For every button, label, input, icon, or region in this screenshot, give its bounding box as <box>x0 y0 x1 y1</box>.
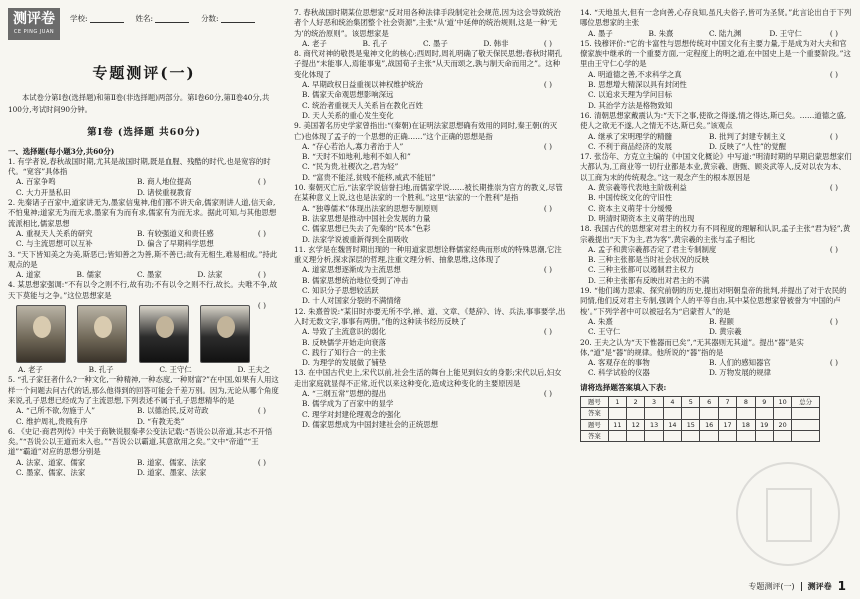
portrait-caption: D. 王夫之 <box>237 365 270 375</box>
question-number-cell: 6 <box>700 396 718 407</box>
answer-cell[interactable] <box>645 408 663 419</box>
answer-cell[interactable] <box>663 430 681 441</box>
answer-cell[interactable] <box>773 430 791 441</box>
question-stem: 12. 朱熹曾说:“某旧时亦要无所不学,禅、道、文章、《楚辞》、诗、兵法,事事要学,出入时无数文字,事事有两册。”他的这种读书经历反映了 <box>294 306 566 326</box>
answer-option[interactable]: B. 朱熹 <box>648 28 674 38</box>
page-footer <box>748 579 846 593</box>
page-number: 1 <box>837 579 846 593</box>
question-stem: 3. “天下皆知美之为美,斯恶已;皆知善之为善,斯不善已;故有无相生,难易相成。”持此观点的是 <box>8 249 278 269</box>
answer-option[interactable]: D. 法家学说被重新得到全面吸收 <box>302 234 409 244</box>
option-list <box>294 265 566 306</box>
question-list <box>8 156 280 311</box>
answer-option[interactable]: B. 反映儒学开始走向衰落 <box>302 337 387 347</box>
question-item <box>8 427 280 478</box>
answer-option[interactable]: A. 老子 <box>302 38 327 48</box>
answer-option[interactable]: B. 人们的感知器官 <box>708 358 771 368</box>
question-number-cell: 2 <box>627 396 645 407</box>
question-item <box>580 8 852 39</box>
answer-option[interactable]: C. 墨家 <box>136 270 162 280</box>
question-stem: 17. 张岱年、方克立主编的《中国文化概论》中写道:“明清时期的早期启蒙思想家们大都认为,工商业等一切行业都是本业,黄宗羲、唐甄、顾炎武等人,反对以农为本、以工商为末的传统观念。”这一观念产生的根本原因是 <box>580 152 852 182</box>
row-label: 答案 <box>581 408 609 419</box>
answer-option[interactable]: C. 践行了知行合一的主张 <box>302 347 386 357</box>
question-stem: 14. “天地虽大,但有一念向善,心存良知,虽凡夫俗子,皆可为圣贤。”此言论出自于下列哪位思想家的主张 <box>580 8 852 28</box>
answer-paren[interactable]: ( ) <box>543 38 552 48</box>
question-number-cell: 10 <box>773 396 791 407</box>
answer-option[interactable]: C. 不利于商品经济的发展 <box>588 141 672 151</box>
question-number-cell: 14 <box>663 419 681 430</box>
answer-option[interactable]: D. 诸侯重视教育 <box>136 187 192 197</box>
answer-option[interactable]: A. “三纲五常”思想的提出 <box>302 388 387 398</box>
answer-option[interactable]: C. 维护周礼,贵贱有序 <box>16 416 88 426</box>
score-field[interactable] <box>201 14 255 24</box>
section-heading: 第Ⅰ卷 (选择题 共60分) <box>87 127 201 139</box>
answer-paren[interactable]: ( ) <box>257 301 266 311</box>
answer-cell[interactable] <box>700 430 718 441</box>
question-number-cell: 11 <box>608 419 626 430</box>
answer-option[interactable]: B. 中国传统文化的守旧性 <box>588 193 673 203</box>
question-item <box>8 280 280 311</box>
answer-option[interactable]: C. 墨子 <box>422 38 448 48</box>
watermark-stamp <box>736 462 840 566</box>
answer-paren[interactable]: ( ) <box>829 358 838 368</box>
answer-option[interactable]: C. 王守仁 <box>588 327 621 337</box>
row-label: 题号 <box>581 419 609 430</box>
answer-option[interactable]: C. 与主流思想可以互补 <box>16 239 93 249</box>
portrait-wangshouren <box>139 305 189 363</box>
answer-option[interactable]: D. 黄宗羲 <box>708 327 742 337</box>
question-number-cell: 9 <box>755 396 773 407</box>
answer-option[interactable]: D. 反映了“人性”的觉醒 <box>708 141 786 151</box>
answer-option[interactable]: A. 明道德之善,不求科学之真 <box>588 69 682 79</box>
answer-option[interactable]: C. 墨家、儒家、法家 <box>16 468 86 478</box>
answer-paren[interactable]: ( ) <box>829 316 838 326</box>
answer-cell[interactable] <box>627 408 645 419</box>
option-list <box>580 358 830 379</box>
question-item <box>294 49 566 121</box>
option-list <box>580 29 830 39</box>
answer-cell[interactable] <box>792 408 820 419</box>
portrait-wangfuzhi <box>200 305 250 363</box>
answer-option[interactable]: A. 法家、道家、儒家 <box>16 457 86 467</box>
question-number-cell: 5 <box>682 396 700 407</box>
answer-option[interactable]: A. 客观存在的事物 <box>588 358 650 368</box>
answer-option[interactable]: B. 三种主张都是当时社会状况的反映 <box>588 255 709 265</box>
name-blank[interactable] <box>155 15 189 23</box>
answer-option[interactable]: A. 继承了宋明理学的精髓 <box>588 131 672 141</box>
answer-option[interactable]: B. 儒家天命观思想影响深远 <box>302 90 394 100</box>
answer-option[interactable]: A. 道家 <box>16 270 41 280</box>
answer-paren[interactable]: ( ) <box>543 80 552 90</box>
answer-cell[interactable] <box>737 430 755 441</box>
answer-option[interactable]: B. 孔子 <box>362 38 388 48</box>
answer-option[interactable]: D. 偏含了早期科学思想 <box>136 239 214 249</box>
answer-table-heading: 请将选择题答案填入下表: <box>580 382 667 392</box>
score-blank[interactable] <box>221 15 255 23</box>
question-item <box>580 224 852 286</box>
answer-cell[interactable] <box>608 408 626 419</box>
portrait-captions <box>8 363 280 375</box>
answer-paren[interactable]: ( ) <box>257 228 266 238</box>
question-number-cell: 15 <box>682 419 700 430</box>
question-item <box>294 8 566 49</box>
option-list <box>580 317 830 338</box>
question-item <box>294 121 566 183</box>
portrait-laozi <box>16 305 66 363</box>
answer-cell[interactable] <box>737 408 755 419</box>
question-stem: 15. 钱穆评价:“它的卡富性与思想传统对中国文化有主要力量,于是成为对大夫和官僚家族中继承的一个重要方面,一定程度上的明之道,在中国史上是一个重要阶段。”这里由王守仁心学的是 <box>580 38 851 69</box>
school-blank[interactable] <box>90 15 124 23</box>
answer-option[interactable]: A. “己所不欲,勿施于人” <box>16 406 96 416</box>
answer-option[interactable]: B. 有较强道义和责任感 <box>136 228 214 238</box>
answer-option[interactable]: D. 三种主张都有反映出对君主的不满 <box>588 275 710 285</box>
option-list <box>8 229 258 250</box>
answer-paren[interactable]: ( ) <box>829 183 838 193</box>
option-list <box>8 406 258 427</box>
question-number-cell: 17 <box>718 419 736 430</box>
question-item <box>580 286 852 337</box>
brand-sub: CE PING JUAN <box>13 29 55 35</box>
answer-option[interactable]: C. 知识分子思想较活跃 <box>302 286 379 296</box>
total-score-cell[interactable] <box>792 419 820 430</box>
option-list <box>8 270 258 280</box>
option-list <box>8 458 258 479</box>
question-number-cell: 16 <box>700 419 718 430</box>
total-score-cell[interactable] <box>792 430 820 441</box>
answer-paren[interactable]: ( ) <box>829 244 838 254</box>
answer-cell[interactable] <box>627 430 645 441</box>
answer-option[interactable]: B. 法家思想是推动中国社会发展的力量 <box>302 213 431 223</box>
question-stem: 10. 秦朝灭亡后,“法家学说信誉扫地,而儒家学说……被长期推崇为官方的教义,尽管在某种意义上说,这也是法家的一个胜利。”这里“法家的一个胜利”是指 <box>294 183 563 203</box>
answer-option[interactable]: C. “民为贵,社稷次之,君为轻” <box>302 162 399 172</box>
answer-option[interactable]: C. 大力开垦私田 <box>16 187 71 197</box>
answer-option[interactable]: D. “富贵不能淫,贫贱不能移,威武不能屈” <box>302 172 436 182</box>
answer-option[interactable]: B. 儒学成为了百家中的显学 <box>302 399 394 409</box>
answer-option[interactable]: D. 为理学的发展做了铺垫 <box>302 358 387 368</box>
question-list <box>294 8 566 430</box>
question-stem: 19. “他们竭力思索、探究前朝的历史,提出对明朝皇帝的批判,并提出了对于农民的同情,他们反对君主专制,强调个人的平等自由,其中某位思想家曾被誉为‘中国的卢梭’。”下列学者中可以被冠名为“启蒙哲人”的是 <box>580 286 847 316</box>
answer-option[interactable]: D. 万物发展的规律 <box>708 368 772 378</box>
portrait-caption: B. 孔子 <box>88 365 114 375</box>
question-stem: 7. 春秋战国时期某位思想家“反对用各种法律手段制定社会规范,因为这会导致统治者个人好恶和统治集团整个社会资源”,主张“从‘道’中延伸的统治规则,这是一种‘无为’的统治原则”。该思想家是 <box>294 8 561 38</box>
answer-option[interactable]: A. 道家思想逐渐成为主流思想 <box>302 265 401 275</box>
question-list <box>8 375 280 478</box>
portrait-row <box>8 301 258 363</box>
header <box>8 8 280 44</box>
school-label: 学校: <box>70 14 88 23</box>
question-number-cell: 3 <box>645 396 663 407</box>
answer-option[interactable]: C. 陆九渊 <box>708 28 742 38</box>
answer-option[interactable]: A. 百家争鸣 <box>16 177 56 187</box>
answer-cell[interactable] <box>755 408 773 419</box>
answer-option[interactable]: B. 儒家 <box>76 270 102 280</box>
table-row <box>581 419 820 430</box>
option-list <box>294 389 566 430</box>
question-item <box>580 39 852 111</box>
question-stem: 8. 商代对神的敬畏是鬼神文化的核心;西周时,周礼明确了敬天保民思想;春秋时期孔子提出“未能事人,焉能事鬼”,战国荀子主张“从天而颂之,孰与制天命而用之”。这种变化体现了 <box>294 49 563 79</box>
question-stem: 4. 某思想家强调:“不有以令之则不行,故有功;不有以令之则不行,故长。夫唯不争,故天下莫能与之争。”这位思想家是 <box>8 280 278 300</box>
answer-option[interactable]: D. 韩非 <box>483 38 509 48</box>
answer-option[interactable]: C. 三种主张都可以遏制君主权力 <box>588 265 695 275</box>
portrait-kongzi <box>77 305 127 363</box>
option-list <box>294 142 566 183</box>
answer-option[interactable]: B. 思想增大精深以具有封闭性 <box>588 80 687 90</box>
answer-option[interactable]: A. 黄宗羲等代表地主阶级利益 <box>588 183 687 193</box>
answer-option[interactable]: B. 程颐 <box>708 316 734 326</box>
option-list <box>8 177 258 198</box>
answer-cell[interactable] <box>663 408 681 419</box>
answer-cell[interactable] <box>682 430 700 441</box>
question-item <box>294 183 566 245</box>
answer-option[interactable]: B. “天时不如地利,地利不如人和” <box>302 152 411 162</box>
question-number-cell: 18 <box>737 419 755 430</box>
question-number-cell: 1 <box>608 396 626 407</box>
answer-option[interactable]: A. 导致了主流意识的弱化 <box>302 327 386 337</box>
table-row <box>581 430 820 441</box>
question-item <box>8 198 280 249</box>
option-list <box>580 70 852 111</box>
answer-option[interactable]: D. 明清时期资本主义萌芽的出现 <box>588 213 695 223</box>
school-field[interactable] <box>70 14 124 24</box>
question-stem: 6. 《史记·商君列传》中关于商鞅说服秦孝公变法记载:“吾说公以帝道,其志不开悟矣。”“吾说公以王道而未入也。”“吾说公以霸道,其意欲用之矣。”文中“帝道”“王道”“霸道”对应的思想分别是 <box>8 426 273 457</box>
brand-name: 测评卷 <box>13 11 55 27</box>
option-list <box>294 327 566 368</box>
option-list <box>294 204 566 245</box>
answer-table <box>580 396 820 442</box>
answer-option[interactable]: B. 道家、儒家、法家 <box>136 457 207 467</box>
answer-cell[interactable] <box>773 408 791 419</box>
answer-option[interactable]: B. 批判了封建专制主义 <box>708 131 786 141</box>
option-list <box>580 132 830 153</box>
answer-paren[interactable]: ( ) <box>257 270 266 280</box>
question-item <box>8 157 280 198</box>
answer-option[interactable]: A. “独尊儒术”体现出法家的思想专制原则 <box>302 203 438 213</box>
answer-paren[interactable]: ( ) <box>829 131 838 141</box>
answer-option[interactable]: C. 统治者重视天人关系旨在教化百姓 <box>302 100 423 110</box>
question-stem: 2. 先秦诸子百家中,道家讲无为,墨家信鬼神,他们都不讲天命,儒家则讲人道,信天命,不怕鬼神;道家无为而无求,墨家有为而有求,儒家有为而无求。据此可知,与其他思想流派相比,儒家思想 <box>8 198 277 228</box>
answer-option[interactable]: A. 孟子和黄宗羲都否定了君主专制制度 <box>588 244 717 254</box>
answer-option[interactable]: A. 朱熹 <box>588 316 613 326</box>
answer-option[interactable]: D. 儒家思想成为中国封建社会的正统思想 <box>302 419 439 429</box>
question-number-cell: 4 <box>663 396 681 407</box>
option-list <box>580 183 852 224</box>
answer-option[interactable]: C. 理学对封建伦理观念的强化 <box>302 409 401 419</box>
answer-cell[interactable] <box>755 430 773 441</box>
answer-option[interactable]: A. “存心若治人,寡力者治于人” <box>302 141 404 151</box>
table-row <box>581 396 820 407</box>
question-stem: 16. 清朝思想家戴震认为:“天下之事,使欲之得遂,情之得达,斯已矣。……道德之盛,使人之欲无不遂,人之情无不达,斯已矣。”该观点 <box>580 110 847 131</box>
answer-option[interactable]: A. 墨子 <box>588 28 613 38</box>
answer-option[interactable]: D. 道家、墨家、法家 <box>136 468 207 478</box>
portrait-caption: C. 王守仁 <box>159 365 192 375</box>
answer-cell[interactable] <box>645 430 663 441</box>
answer-option[interactable]: D. 王守仁 <box>769 28 802 38</box>
question-type-heading: 一、选择题(每小题3分,共60分) <box>8 146 115 156</box>
question-number-cell: 7 <box>718 396 736 407</box>
question-number-cell: 19 <box>755 419 773 430</box>
question-number-cell: 总分 <box>792 396 820 407</box>
answer-option[interactable]: B. 以德治民,反对苛政 <box>136 406 209 416</box>
question-item <box>8 250 280 281</box>
question-stem: 5. “孔子家狂者什么?一种文化,一种精神,一种态度,一种财富?”在中国,如果有人用这样一个问题去问古代的话,那么他得到的回答可能会千差万别。因为,无论从哪个角度来说,孔子思想已经成为了主流思想,下列表述不属于孔子思想精华的是 <box>8 375 279 405</box>
question-number-cell: 12 <box>627 419 645 430</box>
question-number-cell: 20 <box>773 419 791 430</box>
answer-cell[interactable] <box>608 430 626 441</box>
name-field[interactable] <box>136 14 190 24</box>
answer-cell[interactable] <box>718 430 736 441</box>
question-item <box>580 152 852 224</box>
question-item <box>294 307 566 369</box>
table-row <box>581 408 820 419</box>
answer-cell[interactable] <box>700 408 718 419</box>
option-list <box>580 245 852 286</box>
row-label: 答案 <box>581 430 609 441</box>
question-stem: 13. 在中国古代史上,宋代以前,社会生活的舞台上能见到妇女的身影;宋代以后,妇女走出家庭就显得不正常,近代以来这种变化,造成这种变化的主要原因是 <box>294 368 562 388</box>
answer-option[interactable]: C. 科学试验的仪器 <box>588 368 650 378</box>
answer-paren[interactable]: ( ) <box>829 69 838 79</box>
question-stem: 1. 有学者说,春秋战国时期,尤其是战国时期,既是血腥、残酷的时代,也是宽容的时代。“宽容”具体指 <box>8 156 271 177</box>
question-item <box>580 111 852 152</box>
question-number-cell: 13 <box>645 419 663 430</box>
answer-paren[interactable]: ( ) <box>257 177 266 187</box>
portrait-caption: A. 老子 <box>18 365 43 375</box>
answer-option[interactable]: D. 法家 <box>197 270 223 280</box>
answer-option[interactable]: D. 其治学方法是格物致知 <box>588 100 673 110</box>
exam-title: 专题测评(一) <box>92 64 196 82</box>
student-info <box>70 8 255 24</box>
answer-paren[interactable]: ( ) <box>543 141 552 151</box>
answer-cell[interactable] <box>682 408 700 419</box>
answer-paren[interactable]: ( ) <box>829 28 838 38</box>
name-label: 姓名: <box>135 14 154 23</box>
column-middle <box>294 8 566 430</box>
question-stem: 9. 美国著名历史学家曾指出:“(秦朝)在证明法家思想确有效用的同时,秦王朝(的灭亡)也体现了孟子的一个思想的正确……”这个正确的思想是指 <box>294 121 558 141</box>
exam-intro: 本试卷分第Ⅰ卷(选择题)和第Ⅱ卷(非选择题)两部分。第Ⅰ卷60分,第Ⅱ卷40分,共100分,考试时间90分钟。 <box>8 93 270 115</box>
answer-cell[interactable] <box>718 408 736 419</box>
column-left <box>8 8 280 478</box>
column-right <box>580 8 852 442</box>
answer-option[interactable]: A. 重视天人关系的研究 <box>16 228 93 238</box>
option-list <box>294 80 566 121</box>
answer-option[interactable]: D. 十人对国家分裂的不满情绪 <box>302 296 402 306</box>
question-list <box>580 8 852 379</box>
answer-option[interactable]: C. 资本主义萌芽十分缓慢 <box>588 203 672 213</box>
question-item <box>294 368 566 430</box>
question-stem: 11. 玄学是在魏晋时期出现的一种用道家思想诠释儒家经典而形成的特殊思潮,它注重义理分析,探求深层的哲理,注重文理分析、抽象思维,这体现了 <box>294 244 562 265</box>
answer-option[interactable]: D. “有教无类” <box>136 416 185 426</box>
question-item <box>8 375 280 426</box>
footer-section: 专题测评(一) <box>748 581 795 591</box>
answer-paren[interactable]: ( ) <box>543 203 552 213</box>
row-label: 题号 <box>581 396 609 407</box>
answer-paren[interactable]: ( ) <box>543 265 552 275</box>
answer-paren[interactable]: ( ) <box>543 388 552 398</box>
answer-option[interactable]: A. 早期政权日益重视以神权维护统治 <box>302 80 423 90</box>
answer-option[interactable]: D. 天人关系的重心发生变化 <box>302 110 394 120</box>
score-label: 分数: <box>201 14 219 23</box>
question-item <box>580 338 852 379</box>
question-stem: 18. 我国古代的思想家对君主的权力有不同程度的理解和认识,孟子主张“君为轻”,黄宗羲提出“天下为主,君为客”,黄宗羲的主张与孟子相比 <box>580 224 851 244</box>
answer-option[interactable]: C. 儒家思想已失去了先秦的“民本”色彩 <box>302 224 431 234</box>
answer-option[interactable]: B. 商人地位提高 <box>136 177 192 187</box>
answer-paren[interactable]: ( ) <box>257 406 266 416</box>
option-list <box>294 39 544 49</box>
question-number-cell: 8 <box>737 396 755 407</box>
answer-option[interactable]: C. 以追求天理为学问目标 <box>588 90 672 100</box>
brand-logo <box>8 8 60 40</box>
answer-paren[interactable]: ( ) <box>257 457 266 467</box>
answer-paren[interactable]: ( ) <box>543 327 552 337</box>
question-stem: 20. 王夫之认为“天下惟器而已矣”,“无其器则无其道”。提出“器”是实体,“道”是“器”的规律。他所说的“器”指的是 <box>580 337 804 357</box>
answer-option[interactable]: B. 儒家思想统治地位受到了冲击 <box>302 275 409 285</box>
footer-brand: 测评卷 <box>807 581 832 591</box>
question-item <box>294 245 566 307</box>
